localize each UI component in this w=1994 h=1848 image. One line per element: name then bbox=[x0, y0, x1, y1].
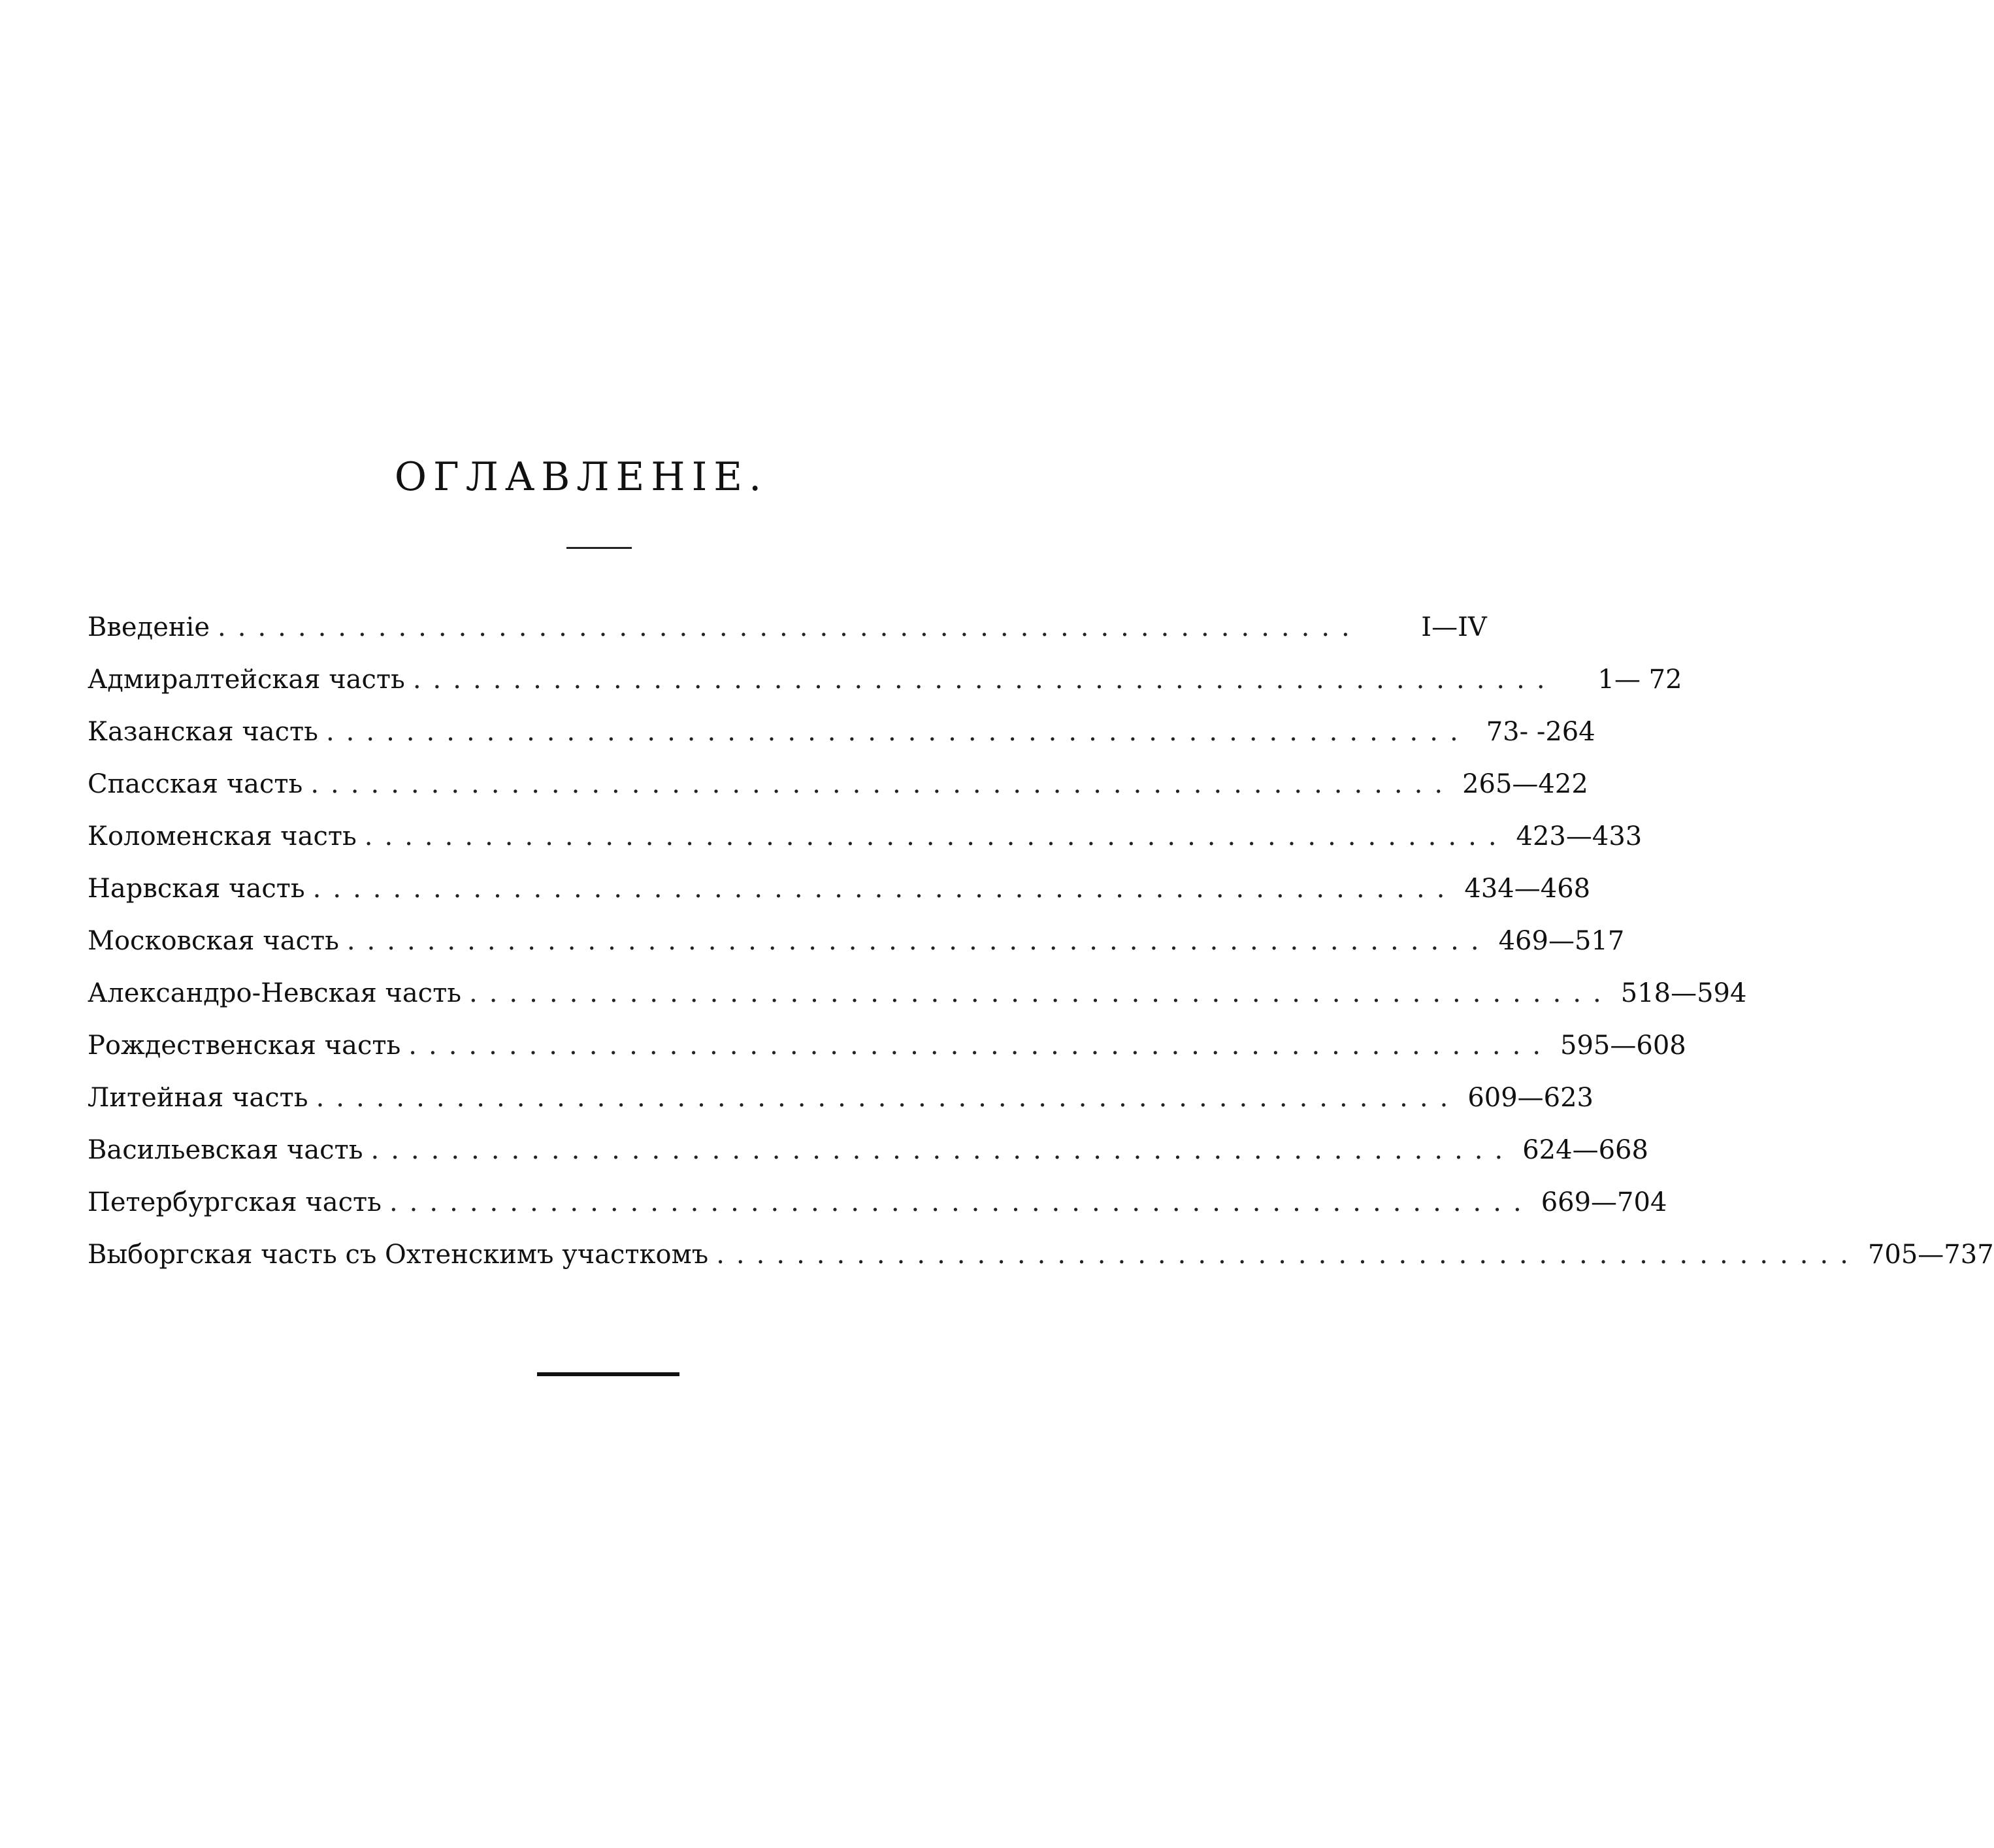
toc-entry[interactable] bbox=[88, 1176, 1667, 1229]
toc-entry-label: Адмиралтейская часть bbox=[88, 665, 405, 695]
dot-leader: ......................................................... bbox=[408, 1031, 1553, 1061]
toc-entry-label: Спасская часть bbox=[88, 769, 303, 799]
toc-entry-pages: 73- -264 bbox=[1486, 717, 1595, 747]
dot-leader: ......................................................... bbox=[469, 978, 1613, 1008]
dot-leader: ......................................................... bbox=[364, 821, 1509, 851]
toc-entry[interactable] bbox=[88, 653, 1682, 706]
toc-entry-label: Петербургская часть bbox=[88, 1187, 382, 1217]
toc-entry-pages: 609—623 bbox=[1467, 1083, 1594, 1113]
dot-leader: ......................................................... bbox=[370, 1135, 1515, 1165]
toc-entry-label: Казанская часть bbox=[88, 717, 318, 747]
dot-leader: ......................................................... bbox=[716, 1240, 1860, 1270]
toc-entry-pages: 1— 72 bbox=[1597, 665, 1682, 695]
toc-entry-pages: 595—608 bbox=[1560, 1031, 1686, 1061]
dot-leader: ......................................................... bbox=[312, 874, 1457, 904]
toc-entry-pages: 434—468 bbox=[1464, 874, 1591, 904]
toc-entry-pages: 705—737 bbox=[1867, 1240, 1994, 1270]
toc-entry-label: Васильевская часть bbox=[88, 1135, 363, 1165]
dot-leader: ......................................................... bbox=[316, 1083, 1460, 1113]
toc-entry-pages: 265—422 bbox=[1462, 769, 1588, 799]
dot-leader: ......................................................... bbox=[310, 769, 1455, 799]
toc-entry-label: Московская часть bbox=[88, 926, 339, 956]
toc-entry-label: Литейная часть bbox=[88, 1083, 308, 1113]
end-divider bbox=[537, 1372, 679, 1376]
toc-entry-label: Коломенская часть bbox=[88, 821, 357, 851]
dot-leader: ......................................................... bbox=[346, 926, 1491, 956]
toc-entry[interactable] bbox=[88, 706, 1595, 758]
table-of-contents bbox=[88, 601, 1994, 1281]
toc-entry[interactable] bbox=[88, 1019, 1686, 1072]
toc-entry[interactable] bbox=[88, 810, 1643, 863]
toc-entry[interactable] bbox=[88, 758, 1588, 810]
dot-leader: ......................................................... bbox=[325, 717, 1470, 747]
toc-entry[interactable] bbox=[88, 1124, 1648, 1176]
toc-entry[interactable] bbox=[88, 601, 1487, 653]
title-divider bbox=[566, 547, 632, 549]
toc-entry[interactable] bbox=[88, 915, 1625, 967]
toc-entry[interactable] bbox=[88, 1229, 1994, 1281]
toc-entry-pages: 423—433 bbox=[1516, 821, 1643, 851]
dot-leader: ......................................................... bbox=[389, 1187, 1533, 1217]
toc-entry-label: Введеніе bbox=[88, 612, 210, 642]
toc-entry-pages: 469—517 bbox=[1498, 926, 1625, 956]
toc-entry-label: Рождественская часть bbox=[88, 1031, 401, 1061]
toc-entry-pages: 669—704 bbox=[1541, 1187, 1667, 1217]
toc-entry[interactable] bbox=[88, 1072, 1594, 1124]
toc-entry-pages: 624—668 bbox=[1522, 1135, 1648, 1165]
toc-entry[interactable] bbox=[88, 863, 1591, 915]
toc-entry-pages: I—IV bbox=[1421, 612, 1487, 642]
page-title: ОГЛАВЛЕНІЕ. bbox=[394, 454, 768, 500]
toc-entry[interactable] bbox=[88, 967, 1747, 1019]
toc-entry-label: Нарвская часть bbox=[88, 874, 305, 904]
dot-leader: ......................................................... bbox=[412, 665, 1557, 695]
toc-entry-label: Выборгская часть съ Охтенскимъ участкомъ bbox=[88, 1240, 709, 1270]
dot-leader: ......................................................... bbox=[218, 612, 1362, 642]
toc-entry-label: Александро-Невская часть bbox=[88, 978, 461, 1008]
toc-entry-pages: 518—594 bbox=[1620, 978, 1747, 1008]
